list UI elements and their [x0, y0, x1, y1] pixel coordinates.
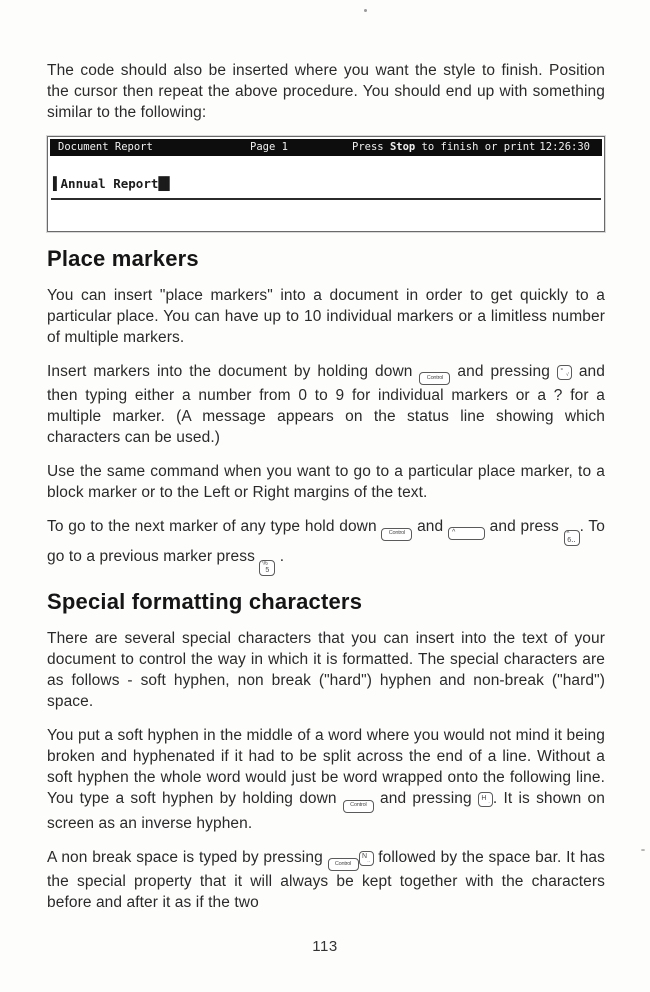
text-segment: and pressing: [373, 790, 478, 808]
six-key-label: 6‥: [567, 537, 576, 545]
marker-key-top-symbol: °: [560, 367, 564, 375]
control-key-label: Control: [334, 860, 352, 867]
marker-key-bottom-symbol: √: [566, 372, 569, 378]
stop-key-word: Stop: [389, 141, 416, 153]
wp-page-indicator: Page 1: [250, 141, 288, 153]
style-code-marker-right: █▌: [158, 176, 174, 191]
intro-paragraph: The code should also be inserted where you want the style to finish. Position the cursor then repeat the above procedure. You should end up with something similar to the following:: [47, 62, 605, 121]
press-suffix: to finish or print: [415, 141, 536, 153]
wp-document-text: Annual Report: [60, 176, 159, 191]
marker-key-icon: [557, 365, 572, 380]
text-segment: and then typing either a number from 0 to 9 for individual markers or a ? for a multiple marker. (A message appears on the status line showing which characters can be used.): [47, 363, 605, 447]
control-key-label: Control: [426, 375, 444, 381]
control-key-icon: [328, 858, 359, 871]
text-segment: and: [412, 518, 448, 536]
control-key-label: Control: [388, 530, 406, 537]
wp-document-line: [53, 177, 604, 191]
section-heading-place-markers: Place markers: [47, 246, 199, 271]
text-segment: A non break space is typed by pressing: [47, 848, 328, 866]
special-chars-paragraph-1: There are several special characters that you can insert into the text of your document to control the way in which it is formatted. The special characters are as follows - soft hyphen, non break ("hard") hyphen and non-break ("hard") space.: [47, 630, 605, 711]
six-key-icon: [564, 530, 580, 546]
section-heading-special-formatting: Special formatting characters: [47, 589, 363, 615]
text-segment: To go to the next marker of any type hold down: [47, 518, 382, 536]
h-key-label: H: [481, 794, 487, 802]
five-key-shift-symbol: %: [262, 561, 268, 568]
page-content: [47, 60, 605, 926]
five-key-icon: [259, 560, 275, 576]
insert-markers-paragraph: [47, 361, 605, 448]
six-key-shift-symbol: ^: [566, 531, 570, 538]
text-segment: Insert markers into the document by holding down: [47, 363, 420, 380]
style-code-marker-left: ▌: [53, 176, 61, 191]
text-segment: .: [275, 548, 285, 566]
n-key-label: N: [362, 853, 368, 860]
non-break-space-paragraph: [47, 847, 605, 913]
wp-clock: 12:26:30: [539, 141, 590, 153]
wp-status-message: [352, 139, 535, 156]
place-markers-paragraph-3: Use the same command when you want to go to a particular place marker, to a block marker or to the Left or Right margins of the text.: [47, 463, 605, 502]
five-key-label: 5: [265, 567, 270, 575]
wp-status-bar: [50, 139, 602, 156]
scan-artifact-dot: [364, 9, 367, 12]
text-segment: . To go to a previous marker press: [47, 518, 605, 566]
control-key-icon: [419, 372, 450, 385]
page-number: 113: [312, 938, 338, 955]
text-segment: and pressing: [450, 363, 557, 380]
soft-hyphen-paragraph: [47, 725, 605, 833]
text-segment: . It is shown on screen as an inverse hyphen.: [47, 790, 605, 832]
text-segment: You put a soft hyphen in the middle of a word where you would not mind it being broken and hyphenated if it had to be split across the end of a line. Without a soft hyphen the whole word would just be word wrapped onto the following line. You type a soft hyphen by holding down: [47, 727, 605, 808]
control-key-label: Control: [350, 802, 367, 809]
text-segment: followed by the space bar. It has the special property that it will always be kept together with the characters before and after it as if the two: [47, 848, 605, 911]
shift-key-icon: [448, 527, 485, 540]
wp-document-name: Document Report: [58, 141, 153, 153]
press-prefix: Press: [352, 141, 390, 153]
text-segment: and press: [484, 518, 564, 536]
h-key-icon: [478, 792, 493, 807]
control-key-icon: [381, 528, 412, 541]
scan-artifact-speck: [641, 849, 645, 851]
h-key-sub-symbol: .: [488, 799, 490, 806]
place-markers-paragraph-1: You can insert "place markers" into a document in order to get quickly to a particular place. You can have up to 10 individual markers or a limitless number of multiple markers.: [47, 287, 605, 346]
wp-screenshot: [47, 136, 605, 232]
n-key-icon: [359, 851, 374, 866]
wp-ruler-line: [51, 198, 601, 200]
control-key-icon: [343, 800, 374, 813]
goto-marker-paragraph: [47, 516, 605, 576]
shift-key-symbol: ^: [451, 529, 456, 537]
n-key-sub-symbol: ‥: [367, 857, 371, 864]
